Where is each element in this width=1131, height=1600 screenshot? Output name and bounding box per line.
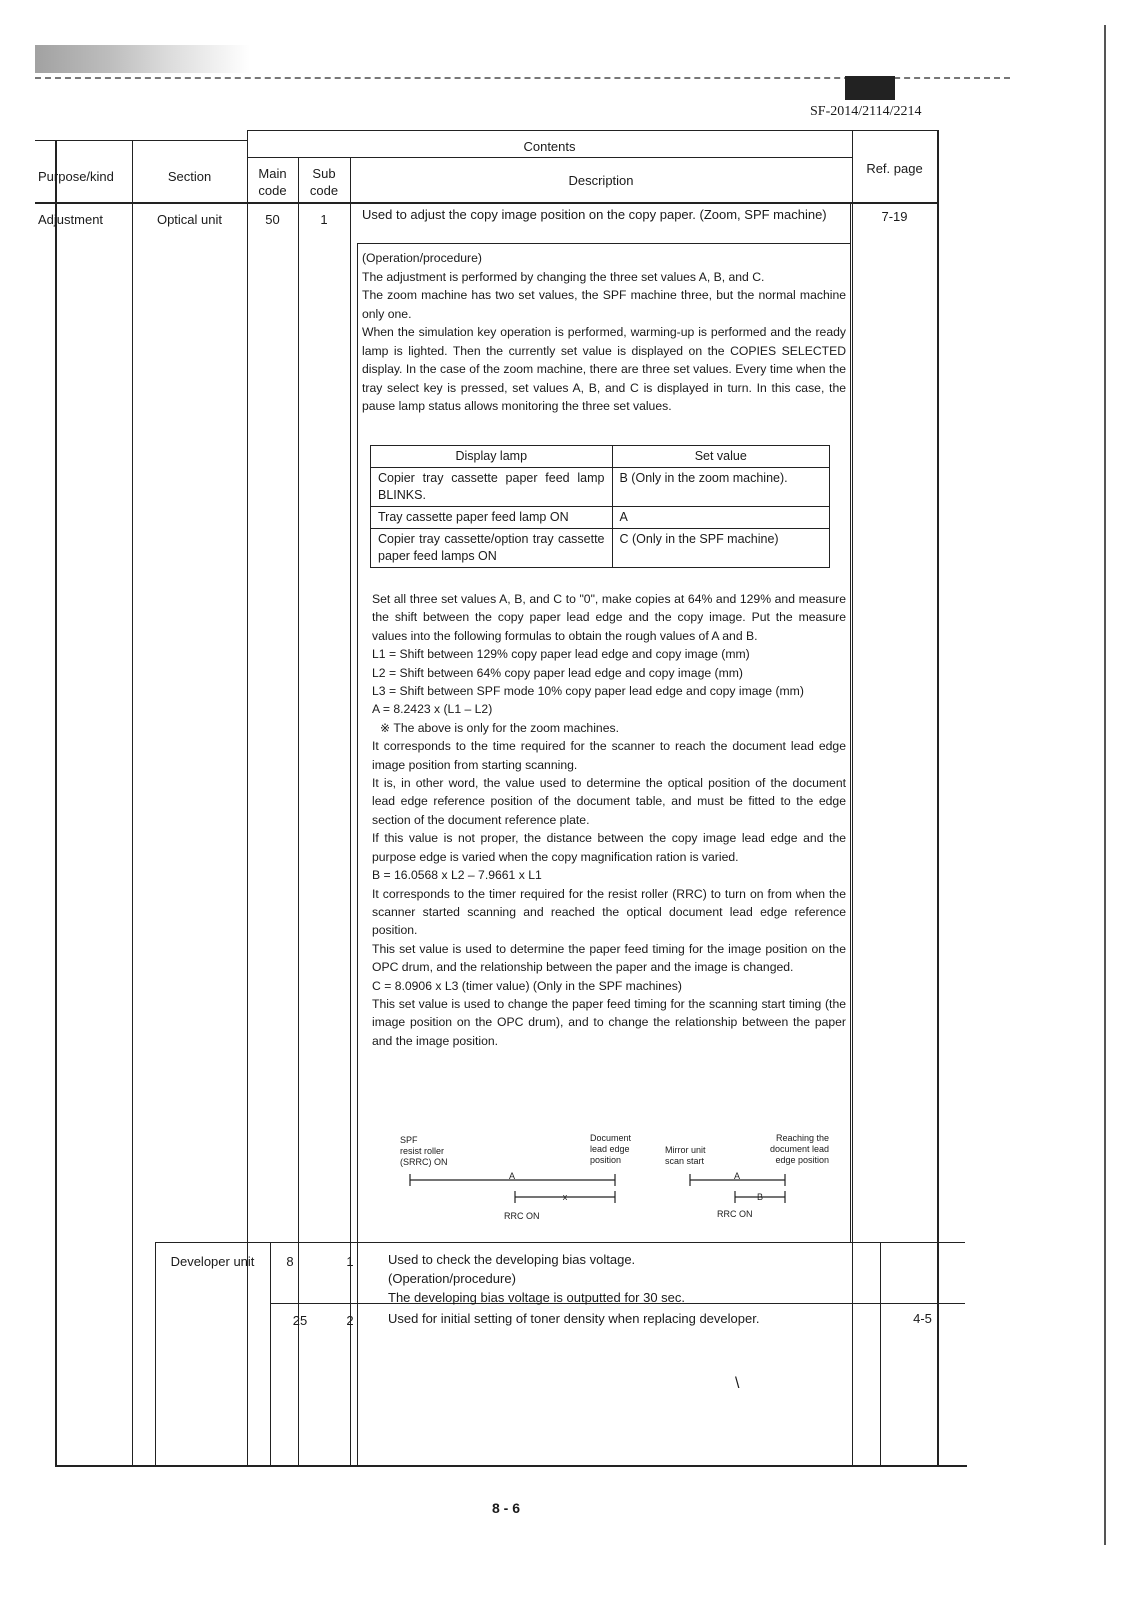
formula-paragraph: L3 = Shift between SPF mode 10% copy paper lead edge and copy image (mm) <box>372 684 804 699</box>
row3-ref-page: 4-5 <box>913 1311 932 1326</box>
formula-paragraph: If this value is not proper, the distance between the copy image lead edge and the purpose edge is varied when the copy magnification ration is varied. <box>372 831 846 864</box>
corner-mark <box>845 76 895 100</box>
row2-line: (Operation/procedure) <box>388 1271 516 1286</box>
diagram-left-rrc-label: RRC ON <box>504 1211 540 1221</box>
row1-section: Optical unit <box>156 212 223 227</box>
lamp-table-header: Set value <box>612 446 830 468</box>
table-left-border <box>55 140 57 1466</box>
formula-text <box>372 590 846 1050</box>
header-description: Description <box>568 173 634 188</box>
left-span-x-label: x <box>562 1192 568 1202</box>
diagram-left-start-label: SPF resist roller (SRRC) ON <box>400 1135 448 1167</box>
lamp-table-cell: Copier tray cassette/option tray cassette paper feed lamps ON <box>371 529 613 568</box>
diagram-right-end-label: Reaching the document lead edge position <box>770 1133 830 1165</box>
row1-summary: Used to adjust the copy image position on the copy paper. (Zoom, SPF machine) <box>362 207 827 222</box>
formula-paragraph: This set value is used to change the paper feed timing for the scanning start timing (the image position on the OPC drum), and to change the relationship between the paper and the image position. <box>372 996 846 1048</box>
formula-c: C = 8.0906 x L3 (timer value) (Only in the SPF machines) <box>372 978 682 993</box>
left-span-a-label: A <box>508 1171 516 1181</box>
lamp-table-cell: Tray cassette paper feed lamp ON <box>371 507 613 529</box>
formula-paragraph: L1 = Shift between 129% copy paper lead edge and copy image (mm) <box>372 647 750 662</box>
purpose-value: Adjustment <box>38 212 104 227</box>
document-code: SF-2014/2114/2214 <box>810 104 922 119</box>
col-divider-section-lower <box>155 1242 156 1466</box>
lamp-table-cell: C (Only in the SPF machine) <box>612 529 830 568</box>
summary-divider <box>357 243 850 244</box>
desc-inner-right <box>850 202 851 1242</box>
timing-diagram <box>400 1170 800 1210</box>
lamp-table-cell: Copier tray cassette paper feed lamp BLINKS. <box>371 468 613 507</box>
formula-paragraph: Set all three set values A, B, and C to "0", make copies at 64% and 129% and measure the shift between the copy paper lead edge and the copy image. Put the measure values into the following formulas to obtain the rough values of A and B. <box>372 592 846 643</box>
formula-note: ※ The above is only for the zoom machines. <box>380 720 619 735</box>
row2-line: Used to check the developing bias voltage. <box>388 1252 636 1267</box>
formula-paragraph: It corresponds to the timer required for the resist roller (RRC) to turn on from when the scanner started scanning and reached the optical document lead edge reference position. <box>372 886 846 938</box>
procedure-paragraph: When the simulation key operation is performed, warming-up is performed and the ready lamp is lighted. Then the currently set value is displayed on the COPIES SELECTED display. In the case of the zoom machine, there are three set values. Every time when the tray select key is pressed, set values A, B, and C is displayed in turn. In this case, the pause lamp status allows monitoring the three set values. <box>362 325 846 413</box>
header-purpose: Purpose/kind <box>38 169 114 184</box>
desc-inner-left <box>357 243 358 1465</box>
row2-description <box>388 1250 868 1307</box>
right-span-a-label: A <box>733 1171 741 1181</box>
row3-description: Used for initial setting of toner density when replacing developer. <box>388 1311 760 1326</box>
row2-sub-code: 1 <box>346 1254 354 1269</box>
procedure-paragraph: The adjustment is performed by changing the three set values A, B, and C. <box>362 269 765 284</box>
procedure-text <box>362 249 846 416</box>
row1-sub-code: 1 <box>320 212 328 227</box>
diagram-right-start-label: Mirror unit scan start <box>665 1145 706 1166</box>
table-bottom-border <box>55 1465 967 1467</box>
col-divider-section <box>132 140 133 1466</box>
formula-paragraph: L2 = Shift between 64% copy paper lead edge and copy image (mm) <box>372 665 743 680</box>
header-sub-code: Sub code <box>309 166 339 198</box>
scan-smudge <box>35 45 250 73</box>
page-number: 8 - 6 <box>492 1500 521 1516</box>
formula-paragraph: It corresponds to the time required for the scanner to reach the document lead edge image position from starting scanning. <box>372 739 846 772</box>
row2-line: The developing bias voltage is outputted for 30 sec. <box>388 1290 686 1305</box>
lamp-table-cell: A <box>612 507 830 529</box>
procedure-paragraph: The zoom machine has two set values, the SPF machine three, but the normal machine only one. <box>362 288 846 321</box>
col-divider-ref-lower <box>880 1242 881 1466</box>
table-right-border <box>937 130 939 1466</box>
header-contents: Contents <box>523 139 576 154</box>
row2-section: Developer unit <box>170 1254 255 1269</box>
right-span-b-label: B <box>756 1192 764 1202</box>
lamp-table <box>370 445 830 568</box>
formula-paragraph: It is, in other word, the value used to determine the optical position of the document lead edge reference position of the document table, and must be fitted to the edge section of the document reference plate. <box>372 776 846 827</box>
formula-a: A = 8.2423 x (L1 – L2) <box>372 702 493 717</box>
row1-ref-page: 7-19 <box>881 209 908 224</box>
header-section: Section <box>167 169 212 184</box>
header-ref-page: Ref. page <box>866 161 923 176</box>
contents-divider <box>247 157 852 158</box>
lamp-table-cell: B (Only in the zoom machine). <box>612 468 830 507</box>
formula-b: B = 16.0568 x L2 – 7.9661 x L1 <box>372 868 542 883</box>
row2-main-code: 8 <box>286 1254 294 1269</box>
row3-main-code: 25 <box>292 1313 308 1328</box>
table-top-border <box>247 130 937 131</box>
header-main-code: Main code <box>258 166 287 198</box>
row3-sub-code: 2 <box>346 1313 354 1328</box>
table-top-border-left <box>35 140 247 141</box>
diagram-left-end-label: Document lead edge position <box>590 1133 632 1165</box>
page-edge <box>1104 25 1106 1545</box>
row-divider-developer <box>155 1242 965 1243</box>
header-bottom-border <box>35 202 937 204</box>
page-mark: \ <box>735 1375 740 1392</box>
col-divider-main-lower <box>270 1242 271 1466</box>
formula-paragraph: This set value is used to determine the paper feed timing for the image position on the OPC drum, and the relationship between the paper and the image is changed. <box>372 941 846 975</box>
lamp-table-header: Display lamp <box>371 446 613 468</box>
diagram-right-rrc-label: RRC ON <box>717 1209 753 1219</box>
procedure-paragraph: (Operation/procedure) <box>362 251 482 265</box>
row1-main-code: 50 <box>265 212 280 227</box>
